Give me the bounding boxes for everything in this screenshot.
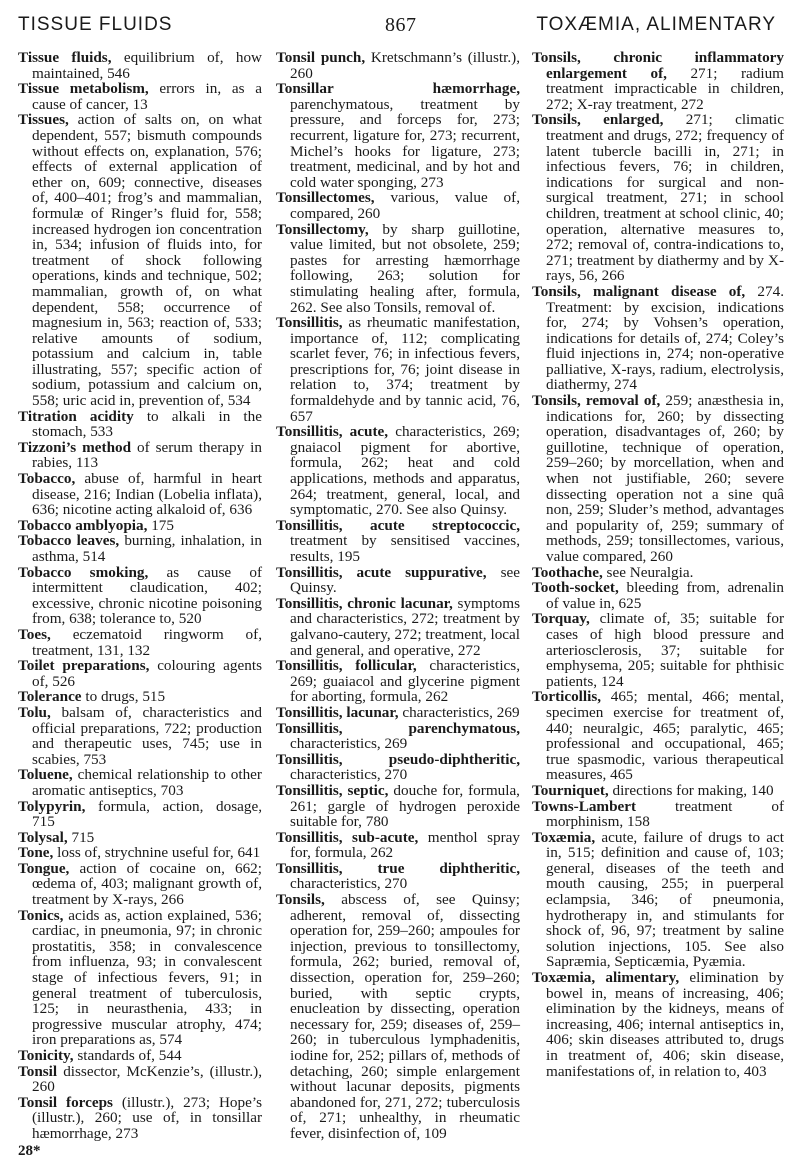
index-entry-references: acute, failure of drugs to act in, 515; definition and cause of, 103; general, diseases of the teeth and mouth causing, 255; in puerperal eclampsia, 346; of pneumonia, hydrotherapy in, and stimulants for shock of, 96, 97; treatment by saline solution injections, 105. See also Sapræmia, Septicæmia, Pyæmia. (546, 828, 784, 971)
index-entry-heading: Toothache, (532, 563, 603, 581)
index-entry-references: characteristics, 269; gnaiacol pigment for abortive, formula, 262; heat and cold applications, methods and apparatus, 264; treatment, general, local, and symptomatic, 270. See also Quinsy. (290, 423, 520, 519)
index-entry-references: as rheumatic manifestation, importance of, 112; complicating scarlet fever, 76; in infectious fevers, prescriptions for, 76; joint disease in relation to, 374; treatment by formaldehyde and by tannic acid, 76, 657 (290, 314, 520, 425)
index-entry-references: Kretschmann’s (illustr.), 260 (290, 49, 521, 82)
index-entry (18, 658, 262, 689)
index-entry-heading: Tonsillitis, acute, (276, 423, 389, 441)
index-entry-heading: Tonics, (18, 906, 64, 924)
index-entry (18, 705, 262, 767)
index-entry-references: douche for, formula, 261; gargle of hydrogen peroxide suitable for, 780 (290, 781, 520, 831)
index-entry-heading: Tonsillitis, lacunar, (276, 703, 399, 721)
index-entry-heading: Tonicity, (18, 1047, 74, 1064)
index-entry-references: menthol spray for, formula, 262 (290, 828, 520, 862)
index-entry (276, 721, 520, 752)
index-entry (276, 424, 520, 518)
index-entry-heading: Toluene, (18, 766, 73, 784)
index-entry-references: see Neuralgia. (602, 563, 694, 581)
index-entry-references: chemical relationship to other aromatic antiseptics, 703 (32, 766, 262, 799)
header-left-title: TISSUE FLUIDS (18, 14, 173, 35)
index-entry-references: equilibrium of, how maintained, 546 (32, 49, 263, 82)
index-entry (276, 783, 520, 830)
index-entry-references: 271; climatic treatment and drugs, 272; frequency of latent tubercle bacilli in, 271; in infectious fevers, 76; in children, indications for surgical and non-surgical treatment, 271; in school children, treatment at school clinic, 40; operation, alternative measures to, 272; removal of, contra-indications to, 271; treatment by diathermy and by X-rays, 56, 266 (546, 111, 784, 285)
index-entry-references: directions for making, 140 (608, 781, 774, 799)
index-entry-references: parenchymatous, treatment by pressure, and forceps for, 273; recurrent, ligature for, 273; recurrent, Michel’s hooks for ligature, 273; treatment, medicinal, and by hot and cold water sponging, 273 (290, 95, 520, 191)
index-entry-heading: Tonsils, enlarged, (532, 111, 664, 129)
index-entry (276, 892, 520, 1142)
index-entry-heading: Tolu, (18, 703, 51, 721)
index-entry-heading: Tourniquet, (532, 781, 609, 799)
index-entry-heading: Tolypyrin, (18, 797, 86, 815)
page-number: 867 (385, 14, 417, 36)
index-entry-references: treatment by sensitised vaccines, results, 195 (290, 532, 520, 565)
index-entry-heading: Torquay, (532, 610, 590, 628)
index-column-3 (532, 50, 784, 1079)
index-entry (276, 830, 520, 861)
index-entry-references: eczematoid ringworm of, treatment, 131, 132 (32, 625, 262, 659)
index-entry-heading: Tobacco smoking, (18, 563, 149, 581)
index-entry (276, 596, 520, 658)
index-entry-heading: Tonsillitis, true diphtheritic, (276, 859, 520, 877)
index-entry (276, 752, 520, 783)
header-right-title: TOXÆMIA, ALIMENTARY (536, 14, 776, 35)
index-entry-heading: Tonsillitis, parenchymatous, (276, 719, 520, 737)
index-entry-heading: Tonsil punch, (276, 49, 366, 66)
signature-mark: 28* (18, 1142, 41, 1159)
index-entry-references: action of salts on, on what dependent, 557; bismuth compounds without effects on, explanation, 576; effects of external application of ether on, 609; connective, diseases of, 400–401; frog’s and mammalian, formulæ of Ringer’s fluid for, 558; increased hydrogen ion concentration in, 534; infusion of fluids into, for treatment of shock following operations, kinds and technique, 502; mammalian, growth of, on what dependent, 558; occurrence of magnesium in, 563; reaction of, 533; relative amounts of sodium, potassium and calcium in, table illustrating, 557; specific action of sodium, potassium and calcium on, 558; uric acid in, prevention of, 534 (32, 111, 262, 410)
index-entry-heading: Toxæmia, alimentary, (532, 969, 680, 987)
index-entry (18, 799, 262, 830)
index-entry (532, 689, 784, 783)
index-entry (532, 830, 784, 970)
index-entry (18, 767, 262, 798)
index-entry (276, 518, 520, 565)
index-entry-heading: Tonsillitis, sub-acute, (276, 828, 419, 846)
index-entry (18, 81, 262, 112)
index-entry (532, 284, 784, 393)
index-entry-references: characteristics, 270 (290, 766, 408, 784)
index-entry-references: 271; radium treatment impracticable in children, 272; X-ray treatment, 272 (546, 64, 784, 113)
index-entry-references: to alkali in the stomach, 533 (32, 407, 262, 441)
index-entry-references: burning, inhalation, in asthma, 514 (32, 532, 262, 565)
index-entry-heading: Tonsillitis, septic, (276, 781, 389, 799)
index-entry (18, 112, 262, 408)
index-entry-heading: Tolerance (18, 688, 82, 706)
index-entry (18, 471, 262, 518)
index-entry-references: 715 (67, 828, 95, 846)
index-entry-heading: Tonsillitis, chronic lacunar, (276, 594, 453, 612)
index-entry (276, 861, 520, 892)
index-entry-heading: Tonsillitis, acute suppurative, (276, 563, 487, 581)
index-entry-references: loss of, strychnine useful for, 641 (53, 844, 261, 862)
index-entry-references: as cause of intermittent claudication, 402; excessive, chronic nicotine poisoning from, 638; tolerance to, 520 (32, 563, 263, 628)
index-entry-heading: Tissues, (18, 111, 69, 129)
index-entry-heading: Tonsillitis, (276, 314, 343, 332)
index-entry (532, 50, 784, 112)
index-entry (18, 1064, 262, 1095)
index-entry-references: standards of, 544 (73, 1047, 182, 1064)
index-entry-heading: Tonsils, chronic inflammatory enlargement of, (532, 49, 784, 82)
index-entry-heading: Tonsils, removal of, (532, 392, 661, 410)
index-entry-heading: Tone, (18, 844, 54, 862)
index-entry-heading: Tobacco leaves, (18, 532, 120, 550)
index-entry-heading: Titration acidity (18, 407, 134, 425)
index-entry (18, 1048, 262, 1064)
index-entry-heading: Tonsillitis, acute streptococcic, (276, 516, 520, 534)
index-entry-heading: Tongue, (18, 859, 70, 877)
index-entry-heading: Tonsil forceps (18, 1093, 113, 1111)
index-entry-references: 465; mental, 466; mental, specimen exercise for treatment of, 440; neuralgic, 465; paralytic, 465; professional and occupational, 465; true spasmodic, various therapeutical measures, 465 (546, 688, 784, 784)
running-header (0, 14, 800, 44)
index-column-2 (276, 50, 520, 1142)
index-entry (18, 861, 262, 908)
index-entry (18, 518, 262, 534)
index-entry (276, 190, 520, 221)
index-entry-references: 175 (147, 516, 174, 534)
index-entry-references: elimination by bowel in, means of increasing, 406; elimination by the kidneys, means of increasing, 406; internal antiseptics in, 406; skin diseases attributed to, drugs in treatment of, 406; skin disease, manifestations of, in relation to, 403 (546, 969, 784, 1080)
index-entry (18, 908, 262, 1048)
index-entry (276, 81, 520, 190)
index-entry (532, 112, 784, 284)
index-entry (18, 830, 262, 846)
index-entry-references: characteristics, 269 (398, 703, 520, 721)
index-entry-heading: Tolysal, (18, 828, 68, 846)
index-entry-heading: Tobacco, (18, 470, 76, 488)
index-entry (532, 799, 784, 830)
index-entry-references: (illustr.), 273; Hope’s (illustr.), 260; use of, in tonsillar hæmorrhage, 273 (32, 1093, 262, 1142)
index-entry (276, 315, 520, 424)
index-entry-references: balsam of, characteristics and official preparations, 722; production and therapeutic uses, 745; use in scabies, 753 (32, 703, 262, 768)
index-entry (18, 1095, 262, 1142)
index-entry (276, 565, 520, 596)
index-entry (18, 627, 262, 658)
index-entry (18, 845, 262, 861)
index-entry (532, 611, 784, 689)
index-entry-heading: Towns-Lambert (532, 797, 637, 815)
index-entry (18, 409, 262, 440)
index-entry-references: by sharp guillotine, value limited, but not obsolete, 259; pastes for arresting hæmorrhage following, 263; solution for stimulating healing after, formula, 262. See also Tonsils, removal of. (290, 220, 520, 316)
index-entry (276, 658, 520, 705)
index-entry-references: acids as, action explained, 536; cardiac, in pneumonia, 97; in chronic prostatitis, 358; in convalescence from influenza, 93; in convalescent stage of infectious fevers, 91; in general treatment of tuberculosis, 125; in neurasthenia, 433; in progressive muscular atrophy, 474; iron preparations as, 574 (32, 906, 262, 1049)
index-entry-heading: Toilet preparations, (18, 657, 150, 675)
index-entry-references: errors in, as a cause of cancer, 13 (32, 80, 262, 113)
index-entry-heading: Toes, (18, 625, 51, 643)
index-entry-references: characteristics, 270 (290, 875, 408, 893)
index-entry-heading: Tonsil (18, 1062, 58, 1080)
index-entry (18, 565, 262, 627)
index-entry-references: formula, action, dosage, 715 (32, 797, 262, 831)
index-entry (532, 783, 784, 799)
index-entry-heading: Tobacco amblyopia, (18, 516, 148, 534)
index-entry-heading: Tonsillectomes, (276, 189, 375, 207)
index-entry-heading: Tissue metabolism, (18, 80, 149, 98)
index-entry-references: characteristics, 269; guaiacol and glycerine pigment for aborting, formula, 262 (290, 657, 520, 706)
index-entry-references: characteristics, 269 (290, 735, 408, 753)
index-entry-references: see Quinsy. (290, 563, 520, 597)
index-entry (532, 970, 784, 1079)
index-entry-references: various, value of, compared, 260 (290, 189, 520, 222)
index-entry-references: treatment of morphinism, 158 (546, 797, 784, 831)
index-entry-heading: Tizzoni’s method (18, 438, 132, 456)
index-entry-heading: Torticollis, (532, 688, 602, 706)
index-entry-references: 274. Treatment: by excision, indications for, 274; by Vohsen’s operation, indications for details of, 274; Coley’s fluid injections in, 274; non-operative palliative, X-rays, radium, electrolysis, diathermy, 274 (546, 282, 784, 394)
index-entry-heading: Tonsils, (276, 891, 325, 909)
index-entry-references: climate of, 35; suitable for cases of high blood pressure and arteriosclerosis, 37; suitable for emphysema, 205; suitable for phthisic patients, 124 (546, 610, 784, 690)
index-entry-references: bleeding from, adrenalin of value in, 625 (546, 579, 784, 612)
index-column-1 (18, 50, 262, 1160)
index-entry-references: colouring agents of, 526 (32, 657, 262, 690)
index-entry-references: of serum therapy in rabies, 113 (32, 438, 262, 472)
index-entry (532, 565, 784, 581)
index-entry (532, 580, 784, 611)
index-entry-heading: Tonsillitis, pseudo-diphtheritic, (276, 750, 520, 768)
index-entry (532, 393, 784, 565)
index-entry-references: action of cocaine on, 662; œdema of, 403; malignant growth of, treatment by X-rays, 266 (32, 859, 262, 909)
index-entry (18, 533, 262, 564)
index-entry-references: abuse of, harmful in heart disease, 216; Indian (Lobelia inflata), 636; nicotine acting alkaloid of, 636 (32, 470, 262, 519)
index-entry-heading: Tonsillar hæmorrhage, (276, 80, 520, 98)
index-entry (18, 50, 262, 81)
index-entry-heading: Tonsils, malignant disease of, (532, 282, 746, 300)
index-entry-heading: Tissue fluids, (18, 49, 112, 66)
index-entry-references: 259; anæsthesia in, indications for, 260; by dissecting operation, disadvantages of, 260; by guillotine, technique of operation, 259–260; by morcellation, when and when not justifiable, 260; severe dissecting operation not a sine quâ non, 259; Sluder’s method, advantages and popularity of, 259; summary of methods, 259; tonsillectomes, various, value compared, 260 (546, 392, 785, 565)
index-entry-heading: Toxæmia, (532, 828, 596, 846)
index-entry-references: dissector, McKenzie’s, (illustr.), 260 (32, 1062, 262, 1096)
index-entry (276, 222, 520, 316)
index-entry (276, 705, 520, 721)
index-entry-heading: Tonsillitis, follicular, (276, 657, 417, 675)
index-entry (18, 689, 262, 705)
index-entry-references: symptoms and characteristics, 272; treatment by galvano-cautery, 272; treatment, local and general, and operative, 272 (290, 594, 520, 659)
index-entry (18, 440, 262, 471)
index-entry (276, 50, 520, 81)
index-entry-heading: Tooth-socket, (532, 579, 619, 597)
index-entry-heading: Tonsillectomy, (276, 220, 369, 238)
index-entry-references: abscess of, see Quinsy; adherent, removal of, dissecting operation for, 259–260; ampoules for injection, previous to tonsillectomy, formula, 262; buried, removal of, dissection, operation for, 259–260; buried, with septic crypts, enucleation by dissecting, operation necessary for, 259; diseases of, 259–260; in tuberculous lymphadenitis, iodine for, 252; pillars of, methods of detaching, 260; simple enlargement without lacunar deposits, pigments abandoned for, 271, 272; tuberculosis of, 271; unhealthy, in rheumatic fever, disinfection of, 109 (290, 891, 520, 1142)
index-entry-references: to drugs, 515 (81, 688, 166, 706)
